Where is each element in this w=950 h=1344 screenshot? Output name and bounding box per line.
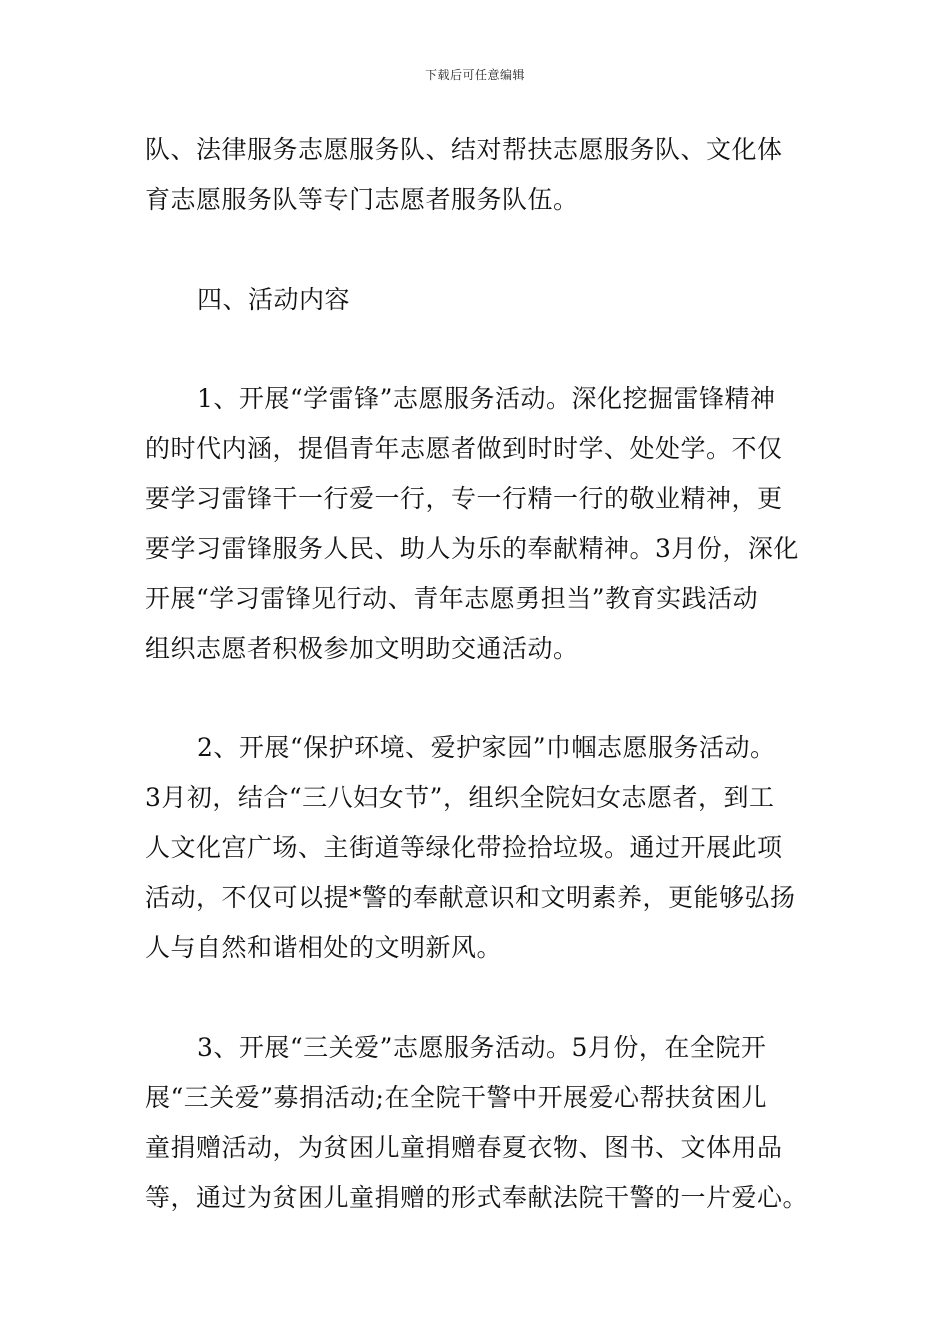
item-2-line-5: 人与自然和谐相处的文明新风。 xyxy=(145,933,503,962)
item-2-line-2: 3月初，结合“三八妇女节”，组织全院妇女志愿者，到工 xyxy=(145,783,775,812)
item-3-line-3: 童捐赠活动，为贫困儿童捐赠春夏衣物、图书、文体用品 xyxy=(145,1133,783,1162)
page-header: 下载后可任意编辑 xyxy=(424,68,525,82)
item-2-line-3: 人文化宫广场、主街道等绿化带捡拾垃圾。通过开展此项 xyxy=(145,833,783,862)
item-1-line-2: 的时代内涵，提倡青年志愿者做到时时学、处处学。不仅 xyxy=(145,434,783,463)
body-line-2: 育志愿服务队等专门志愿者服务队伍。 xyxy=(145,185,579,214)
item-1-line-6: 组织志愿者积极参加文明助交通活动。 xyxy=(145,634,579,663)
item-1-line-5: 开展“学习雷锋见行动、青年志愿勇担当”教育实践活动 xyxy=(145,584,759,613)
item-3-line-2: 展“三关爱”募捐活动;在全院干警中开展爱心帮扶贫困儿 xyxy=(145,1083,767,1112)
item-2-line-4: 活动，不仅可以提*警的奉献意识和文明素养，更能够弘扬 xyxy=(145,883,796,912)
item-1-line-1: 1、开展“学雷锋”志愿服务活动。深化挖掘雷锋精神 xyxy=(197,384,776,413)
item-3-line-1: 3、开展“三关爱”志愿服务活动。5月份，在全院开 xyxy=(197,1033,767,1062)
item-1-line-3: 要学习雷锋干一行爱一行，专一行精一行的敬业精神，更 xyxy=(145,484,783,513)
body-line-1: 队、法律服务志愿服务队、结对帮扶志愿服务队、文化体 xyxy=(145,135,783,164)
section-heading: 四、活动内容 xyxy=(197,285,351,314)
item-2-line-1: 2、开展“保护环境、爱护家园”巾帼志愿服务活动。 xyxy=(197,733,776,762)
item-1-line-4: 要学习雷锋服务人民、助人为乐的奉献精神。3月份，深化 xyxy=(145,534,799,563)
item-3-line-4: 等，通过为贫困儿童捐赠的形式奉献法院干警的一片爱心。 xyxy=(145,1183,809,1212)
